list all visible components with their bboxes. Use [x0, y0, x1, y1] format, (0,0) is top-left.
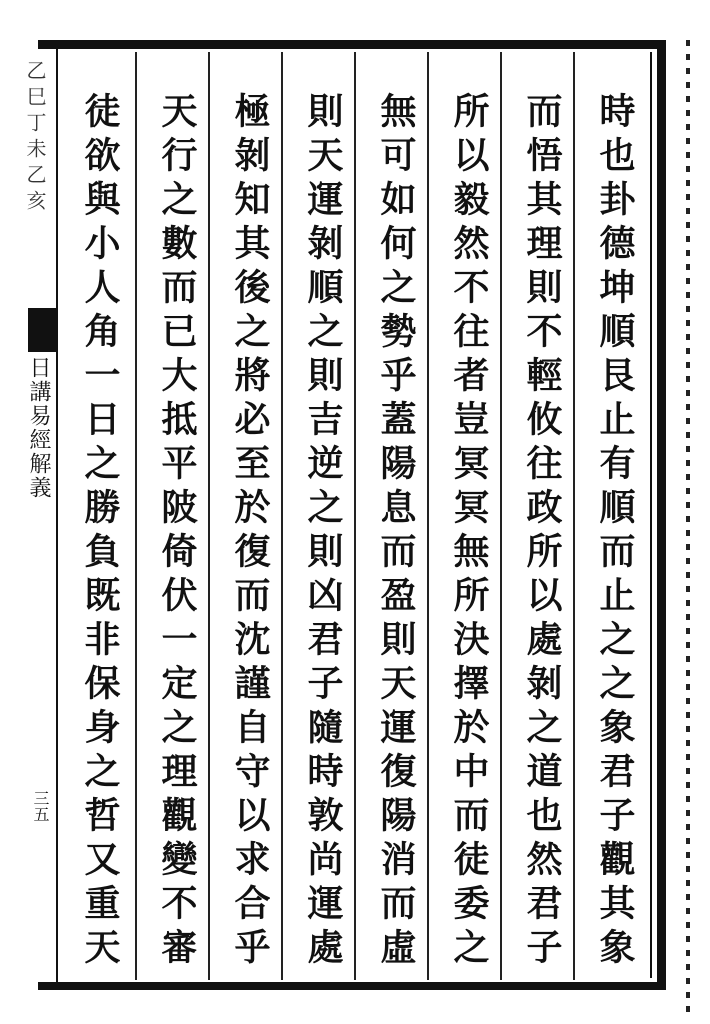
frame-right-border — [657, 40, 666, 990]
text-column-1: 時也卦德坤順艮止有順而止之之象君子觀其象 — [594, 92, 636, 972]
scan-edge-artifact — [686, 40, 690, 1020]
frame-right-inner-rule — [650, 52, 652, 978]
column-rule — [573, 52, 575, 980]
text-column-3: 所以毅然不往者豈冥冥無所決擇於中而徒委之 — [448, 92, 490, 972]
frame-bottom-border — [38, 982, 666, 990]
frame-top-border — [38, 40, 666, 49]
margin-header-fragment: 乙巳丁未乙亥 — [23, 60, 47, 216]
text-column-6: 極剝知其後之將必至於復而沈謹自守以求合乎 — [229, 92, 271, 972]
column-rule — [500, 52, 502, 980]
frame-left-border — [56, 49, 58, 982]
text-column-8: 徒欲與小人角一日之勝負既非保身之哲又重天 — [79, 92, 121, 972]
column-rule — [427, 52, 429, 980]
fishtail-block-mark — [28, 308, 56, 352]
column-rule — [135, 52, 137, 980]
text-column-7: 天行之數而已大抵平陂倚伏一定之理觀變不審 — [156, 92, 198, 972]
text-column-4: 無可如何之勢乎蓋陽息而盈則天運復陽消而虛 — [375, 92, 417, 972]
text-column-2: 而悟其理則不輕攸往政所以處剝之道也然君子 — [521, 92, 563, 972]
margin-bottom-mark — [40, 982, 62, 988]
margin-book-title: 日講易經解義 — [26, 356, 51, 500]
column-rule — [354, 52, 356, 980]
margin-page-number: 三五 — [31, 790, 50, 822]
text-column-5: 則天運剝順之則吉逆之則凶君子隨時敦尚運處 — [302, 92, 344, 972]
column-rule — [208, 52, 210, 980]
column-rule — [281, 52, 283, 980]
